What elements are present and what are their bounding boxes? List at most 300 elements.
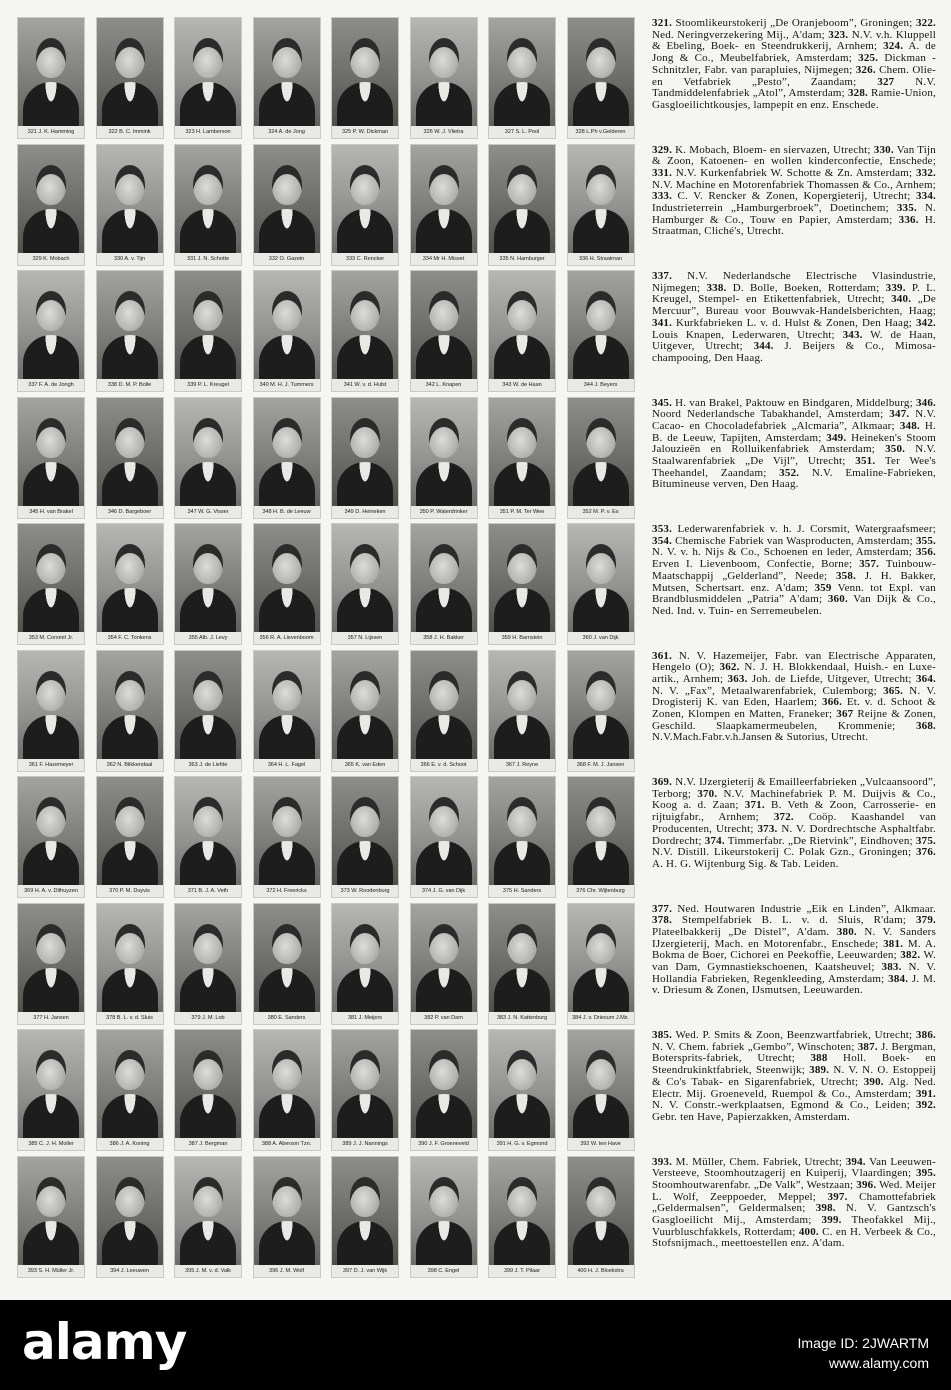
entry-number: 330. — [873, 143, 894, 156]
portrait-card — [18, 777, 84, 897]
portrait-photo — [175, 18, 241, 126]
entry-text: N. V. Drogisterij K. van Eden, Haarlem; — [652, 684, 937, 709]
portrait-card — [489, 1030, 555, 1150]
entry-number: 341. — [652, 316, 673, 329]
portrait-caption: 388 A. Aberson Tzn. — [261, 1141, 312, 1147]
portrait-card — [18, 904, 84, 1024]
entry-text: Reijne & Zonen, Geschild. Slaapkamermeubelen, Krommenie; — [652, 708, 936, 732]
portrait-caption: 338 D. M. P. Bolle — [107, 382, 152, 388]
entry-text: Venn. tot Expl. van Brandblusmiddelen „Patria” A'dam; — [652, 581, 936, 606]
portrait-caption: 398 C. Engel — [427, 1267, 460, 1274]
portrait-caption: 341 W. v. d. Hulst — [343, 382, 387, 388]
company-list-block — [652, 1157, 936, 1284]
portrait-photo — [18, 145, 84, 253]
entry-number: 324. — [883, 40, 904, 53]
portrait-photo — [332, 271, 398, 379]
entry-number: 367 — [836, 708, 854, 721]
portrait-photo — [568, 524, 634, 632]
entry-number: 383. — [881, 961, 902, 974]
company-list-block — [652, 145, 936, 272]
portrait-caption: 347 W. G. Visser — [187, 508, 229, 515]
portrait-card — [411, 524, 477, 644]
entry-text: N.V. Kurkenfabriek W. Schotte & Zn. Amsterdam; — [675, 166, 913, 179]
portrait-card — [332, 1157, 398, 1277]
entry-text: K. Mobach, Bloem- en siervazen, Utrecht; — [675, 143, 871, 156]
portrait-photo — [411, 651, 477, 759]
portrait-photo — [254, 1157, 320, 1265]
watermark-band — [0, 1300, 951, 1390]
entry-number: 381. — [883, 937, 904, 950]
portrait-photo — [254, 904, 320, 1012]
entry-text: N. V. „Fax”, Metaalwarenfabriek, Culemborg; — [652, 684, 877, 697]
portrait-photo — [175, 524, 241, 632]
entry-text: N. V. v. h. Nijs & Co., Schoenen en leder, Amsterdam; — [652, 546, 912, 559]
portrait-card — [568, 18, 634, 138]
portrait-photo — [254, 777, 320, 885]
portrait-photo — [568, 777, 634, 885]
portrait-caption: 358 J. H. Bakker — [423, 635, 464, 641]
entry-number: 395. — [915, 1167, 937, 1180]
entry-text: N.V.Mach.Fabr.v.h.Jansen & Sutorius, Utrecht. — [652, 731, 869, 744]
portrait-photo — [332, 18, 398, 126]
portrait-photo — [568, 1030, 634, 1138]
entry-text: Holl. Boek- en Steendrukinktfabriek, Steenwijk; — [652, 1052, 936, 1077]
portrait-caption: 323 H. Lamberson — [185, 129, 231, 135]
portrait-caption: 322 B. C. Immink — [108, 129, 151, 135]
portrait-caption: 365 K. van Eden — [344, 761, 386, 768]
entry-text: Ned. Houtwaren Industrie „Eik en Linden”, Alkmaar. — [677, 902, 936, 915]
portrait-photo — [254, 524, 320, 632]
portrait-card — [254, 271, 320, 391]
portrait-photo — [489, 145, 555, 253]
portrait-caption: 339 P. L. Kreugel — [187, 382, 229, 388]
entry-text: N.V. Distill. Likeurstokerij C. Polak Gzn., Groningen; — [652, 846, 912, 859]
portrait-card — [18, 271, 84, 391]
portrait-caption: 391 H. G. v. Egmond — [496, 1141, 548, 1147]
portrait-card — [568, 524, 634, 644]
portrait-photo — [175, 271, 241, 379]
portrait-caption: 351 P. M. Ter Wee — [499, 508, 545, 515]
entry-number: 377. — [652, 902, 673, 915]
portrait-card — [175, 777, 241, 897]
entry-text: N. V. Sanders IJzergieterij, Mach. en Motorenfabr., Enschede; — [652, 925, 937, 950]
entry-number: 359 — [814, 581, 832, 594]
portrait-caption: 354 F. C. Tonkens — [107, 635, 152, 641]
portrait-caption: 346 D. Bargeboer — [107, 508, 152, 515]
portrait-photo — [411, 1157, 477, 1265]
portrait-card — [254, 524, 320, 644]
entry-text: Ramie-Union, Gasgloeilichtkousjes, lampepit en enz. Enschede. — [652, 87, 937, 111]
portrait-card — [568, 904, 634, 1024]
entry-text: N.V. Cacao- en Chocoladefabriek „Alcmaria”, Alkmaar; — [652, 408, 937, 432]
portrait-caption: 350 P. Waterdrinker — [419, 508, 468, 515]
portrait-card — [175, 271, 241, 391]
portrait-caption: 392 W. ten Have — [580, 1141, 621, 1147]
entry-text: N. V. Constr.-werkplaatsen, Egmond & Co., Leiden; — [652, 1099, 910, 1112]
entry-text: N.V. v.h. Kluppell & Ebeling, Boek- en Steendrukkerij, Arnhem; — [652, 28, 936, 53]
portrait-caption: 400 H. J. Bloekstra — [577, 1267, 624, 1274]
entry-text: H. van Brakel, Paktouw en Bindgaren, Middelburg; — [675, 396, 913, 409]
watermark-url: www.alamy.com — [828, 1355, 929, 1371]
portrait-photo — [175, 1030, 241, 1138]
portrait-caption: 373 W. Roodenburg — [340, 888, 390, 894]
portrait-caption: 381 J. Meijers — [347, 1014, 383, 1021]
portrait-caption: 379 J. M. Lob — [191, 1014, 225, 1021]
company-list-block — [652, 904, 936, 1031]
entry-text: N. V. N. O. Estoppeij & Co's Tabak- en Sigarenfabriek, Utrecht; — [652, 1064, 936, 1088]
portrait-card — [254, 1157, 320, 1277]
portrait-card — [411, 904, 477, 1024]
portrait-caption: 386 J. A. Koning — [109, 1141, 150, 1147]
portrait-photo — [489, 524, 555, 632]
entry-text: H. B. de Leeuw, Tapijten, Amsterdam; — [652, 419, 937, 444]
entry-text: Stempelfabriek B. L. v. d. Sluis, R'dam; — [681, 914, 907, 927]
portrait-card — [411, 1030, 477, 1150]
portrait-card — [97, 398, 163, 518]
portrait-caption: 394 J. Leeuwen — [110, 1267, 149, 1274]
portrait-photo — [97, 1157, 163, 1265]
portrait-photo — [489, 18, 555, 126]
portrait-photo — [411, 145, 477, 253]
entry-number: 327 — [877, 75, 895, 88]
portrait-card — [411, 1157, 477, 1277]
portrait-photo — [18, 904, 84, 1012]
portrait-card — [175, 398, 241, 518]
portrait-caption: 336 H. Straatman — [578, 255, 623, 262]
portrait-card — [332, 271, 398, 391]
entry-text: Louis Knapen, Lederwaren, Utrecht; — [652, 328, 835, 341]
entry-number: 326. — [855, 63, 876, 76]
portrait-caption: 376 Chr. Wijtenburg — [576, 888, 625, 894]
entry-number: 340. — [891, 293, 912, 306]
entry-number: 362. — [719, 661, 740, 674]
portrait-card — [254, 145, 320, 265]
portrait-photo — [97, 398, 163, 506]
entry-text: J. H. Bakker, Mutsen, Schertsart. enz. A'dam; — [652, 569, 936, 594]
entry-text: Chem. Olie- en Vetfabriek „Pesto”, Zaandam; — [652, 63, 937, 88]
portrait-caption: 359 H. Barnstein — [501, 635, 543, 641]
portrait-photo — [568, 651, 634, 759]
entry-text: Noord Nederlandsche Tabakhandel, Amsterdam; — [652, 408, 884, 421]
portrait-photo — [489, 777, 555, 885]
entry-number: 382. — [900, 949, 921, 962]
entry-number: 363. — [727, 672, 748, 685]
portrait-card — [489, 904, 555, 1024]
entry-text: Ned. Neringverzekering Mij., A'dam; — [652, 28, 825, 41]
portrait-caption: 370 P. M. Duyvis — [109, 888, 150, 894]
entry-number: 387. — [857, 1040, 878, 1053]
portrait-card — [175, 524, 241, 644]
entry-text: Chamottefabriek „Geldermalsen”, Geldermalsen; — [652, 1190, 936, 1215]
portrait-card — [254, 904, 320, 1024]
portrait-card — [175, 1030, 241, 1150]
portrait-photo — [332, 1157, 398, 1265]
entry-number: 373. — [757, 822, 778, 835]
entry-number: 350. — [885, 443, 906, 456]
portrait-photo — [411, 1030, 477, 1138]
portrait-caption: 344 J. Beyers — [583, 382, 618, 388]
portrait-card — [411, 271, 477, 391]
portrait-card — [97, 1157, 163, 1277]
portrait-caption: 349 D. Heineken — [344, 508, 386, 515]
entry-number: 376. — [915, 846, 937, 859]
entry-number: 348. — [899, 419, 920, 432]
entry-text: A. H. G. Wijtenburg Sig. & Tab. Leiden. — [652, 857, 839, 870]
portrait-caption: 326 W. J. Vlietra — [423, 129, 464, 135]
entry-number: 347. — [889, 408, 910, 421]
portrait-caption: 396 J. M. Wolf — [269, 1267, 304, 1274]
portrait-caption: 362 N. Blikkendaal — [106, 761, 153, 768]
entry-number: 400. — [798, 1225, 819, 1238]
portrait-photo — [97, 18, 163, 126]
entry-text: N. J. H. Blokkendaal, Huish.- en Luxe-artik., Arnhem; — [652, 661, 937, 685]
entry-text: N. V. Chem. fabriek „Gembo”, Winschoten; — [652, 1040, 855, 1053]
portrait-card — [97, 145, 163, 265]
portrait-photo — [332, 777, 398, 885]
portrait-photo — [97, 777, 163, 885]
entry-text: A. de Jong & Co., Meubelfabriek, Amsterdam; — [652, 40, 937, 65]
portrait-photo — [97, 651, 163, 759]
entry-number: 352. — [779, 466, 800, 479]
portrait-photo — [568, 145, 634, 253]
entry-number: 384. — [888, 972, 909, 985]
portrait-caption: 382 P. van Dam — [424, 1014, 463, 1021]
portrait-caption: 383 J. N. Kattenburg — [496, 1014, 548, 1021]
entry-number: 368. — [915, 719, 936, 732]
portrait-photo — [254, 398, 320, 506]
portrait-photo — [411, 271, 477, 379]
portrait-card — [411, 18, 477, 138]
portrait-card — [411, 398, 477, 518]
portrait-caption: 348 H. B. de Leeuw — [262, 508, 311, 515]
portrait-photo — [489, 398, 555, 506]
entry-number: 360. — [827, 593, 848, 606]
portrait-photo — [254, 271, 320, 379]
portrait-photo — [568, 398, 634, 506]
portrait-caption: 352 M. P. v. Es — [582, 508, 619, 515]
portrait-card — [568, 1030, 634, 1150]
portrait-card — [175, 145, 241, 265]
portrait-card — [18, 1157, 84, 1277]
portrait-caption: 369 H. A. v. Dithuyzen — [24, 888, 78, 894]
entry-number: 321. — [652, 17, 673, 29]
portrait-photo — [175, 651, 241, 759]
portrait-photo — [18, 1157, 84, 1265]
portrait-photo — [175, 398, 241, 506]
portrait-caption: 389 J. J. Nannings — [342, 1141, 388, 1147]
entry-number: 398. — [815, 1202, 836, 1215]
entry-number: 335. — [896, 202, 917, 215]
portrait-caption: 327 S. L. Pool — [504, 129, 540, 135]
portrait-photo — [489, 651, 555, 759]
entry-text: Ter Wee's Theehandel, Zaandam; — [652, 455, 936, 479]
portrait-card — [489, 651, 555, 771]
entry-number: 393. — [652, 1155, 673, 1168]
entry-text: Stoomlikeurstokerij „De Oranjeboom”, Groningen; — [675, 17, 913, 29]
portrait-caption: 343 W. de Haan — [502, 382, 542, 388]
portrait-photo — [568, 271, 634, 379]
portrait-card — [489, 1157, 555, 1277]
entry-text: N. V. Hollandia Fabrieken, Regenkleeding, Amsterdam; — [652, 961, 936, 985]
portrait-card — [489, 398, 555, 518]
entry-text: Coöp. Kaashandel van Producenten, Utrecht; — [652, 811, 937, 835]
entry-number: 370. — [697, 787, 718, 800]
portrait-card — [254, 18, 320, 138]
company-list-block — [652, 1030, 936, 1157]
portrait-card — [254, 398, 320, 518]
portrait-caption: 357 N. Lijssen — [347, 635, 383, 641]
entry-text: N.V. Tandmiddelenfabriek „Atol”, Amsterdam; — [652, 75, 937, 100]
portrait-photo — [568, 18, 634, 126]
alamy-logo: alamy — [22, 1313, 187, 1371]
entry-number: 371. — [744, 799, 765, 812]
entry-number: 389. — [809, 1064, 830, 1077]
portrait-card — [332, 1030, 398, 1150]
entry-text: N.V. Machine en Motorenfabriek Thomassen & Co., Arnhem; — [652, 178, 936, 191]
entry-number: 342. — [915, 316, 936, 329]
portrait-card — [175, 904, 241, 1024]
portrait-caption: 332 O. Gazein — [268, 255, 305, 262]
entry-number: 399. — [821, 1214, 842, 1227]
entry-number: 351. — [855, 455, 876, 468]
portrait-photo — [254, 145, 320, 253]
portrait-caption: 325 P. W. Dickman — [342, 129, 388, 135]
company-list-block — [652, 777, 936, 904]
portrait-photo — [18, 271, 84, 379]
entry-number: 366. — [822, 696, 843, 709]
portrait-caption: 368 F. M. J. Jansen — [576, 761, 625, 768]
portrait-caption: 367 J. Reyne — [505, 761, 539, 768]
entry-text: Van Leeuwen-Versteeve, Stoomhoutzagerij en Kuiperij, Vlaardingen; — [652, 1155, 936, 1180]
entry-text: Gebr. ten Have, Papierzakken, Amsterdam. — [652, 1110, 850, 1123]
portrait-photo — [175, 777, 241, 885]
portrait-caption: 345 H. van Brakel — [29, 508, 73, 515]
portrait-grid — [18, 18, 634, 1277]
portrait-photo — [97, 904, 163, 1012]
portrait-photo — [568, 1157, 634, 1265]
portrait-card — [97, 777, 163, 897]
portrait-card — [332, 524, 398, 644]
portrait-photo — [332, 145, 398, 253]
portrait-photo — [332, 398, 398, 506]
entry-number: 394. — [845, 1155, 866, 1168]
portrait-card — [489, 524, 555, 644]
entry-text: Industrieterrein „Hamburgerbroek”, Doetinchem; — [652, 202, 889, 215]
entry-number: 378. — [652, 914, 673, 927]
portrait-photo — [18, 524, 84, 632]
portrait-photo — [97, 1030, 163, 1138]
entry-number: 354. — [652, 534, 673, 547]
portrait-card — [97, 271, 163, 391]
entry-number: 355. — [915, 534, 937, 547]
portrait-card — [18, 1030, 84, 1150]
portrait-caption: 364 H. L. Fagel — [267, 761, 306, 768]
entry-text: J. Beijers & Co., Mimosa-champooing, Den Haag. — [652, 340, 936, 364]
entry-number: 358. — [835, 569, 857, 582]
portrait-card — [97, 651, 163, 771]
portrait-caption: 361 F. Hazemeyer — [28, 761, 74, 768]
portrait-photo — [18, 1030, 84, 1138]
entry-text: J. Bergman, Botersprits-fabriek, Utrecht; — [652, 1040, 936, 1065]
entry-text: W. de Haan, Uitgever, Utrecht; — [652, 328, 936, 353]
portrait-card — [568, 271, 634, 391]
portrait-caption: 374 J. G. van Dijk — [421, 888, 466, 894]
company-list-block — [652, 398, 936, 525]
portrait-photo — [175, 145, 241, 253]
entry-text: Theofakkel Mij., Vuurbluschfakkels, Rotterdam; — [652, 1214, 936, 1238]
portrait-caption: 395 J. M. v. d. Valk — [185, 1267, 231, 1274]
portrait-card — [489, 18, 555, 138]
portrait-photo — [18, 18, 84, 126]
portrait-photo — [254, 1030, 320, 1138]
portrait-caption: 342 L. Knapen — [425, 382, 462, 388]
entry-number: 380. — [836, 925, 857, 938]
entry-text: Van Dijk & Co., Ned. Ind. v. Tuin- en Serremeubelen. — [652, 593, 936, 617]
portrait-caption: 366 E. v. d. Schoot — [420, 761, 467, 768]
portrait-photo — [411, 18, 477, 126]
portrait-photo — [97, 524, 163, 632]
entry-text: B. Veth & Zoon, Carrosserie- en rijtuigfabr., Arnhem; — [652, 799, 936, 824]
entry-text: Lederwarenfabriek v. h. J. Corsmit, Watergraafsmeer; — [677, 523, 936, 535]
entry-number: 369. — [652, 776, 673, 788]
entry-text: Kurkfabrieken L. v. d. Hulst & Zonen, Den Haag; — [675, 316, 913, 329]
entry-number: 385. — [652, 1029, 673, 1041]
entry-text: N.V. Nederlandsche Electrische Vlasindustrie, Nijmegen; — [652, 270, 937, 294]
portrait-card — [18, 18, 84, 138]
portrait-photo — [332, 1030, 398, 1138]
portrait-caption: 329 K. Mobach — [32, 255, 70, 262]
entry-text: D. Bolle, Boeken, Rotterdam; — [732, 281, 880, 294]
portrait-card — [254, 1030, 320, 1150]
entry-number: 353. — [652, 523, 673, 535]
company-list-block — [652, 271, 936, 398]
portrait-card — [97, 1030, 163, 1150]
entry-number: 365. — [883, 684, 904, 697]
portrait-caption: 363 J. de Liefde — [188, 761, 228, 768]
portrait-photo — [175, 904, 241, 1012]
portrait-caption: 372 H. Freericks — [266, 888, 307, 894]
portrait-photo — [18, 651, 84, 759]
entry-number: 379. — [915, 914, 936, 927]
portrait-card — [332, 904, 398, 1024]
portrait-card — [489, 271, 555, 391]
portrait-photo — [489, 1030, 555, 1138]
entry-number: 331. — [652, 166, 673, 179]
portrait-photo — [175, 1157, 241, 1265]
portrait-card — [489, 145, 555, 265]
entry-number: 334. — [915, 190, 937, 203]
portrait-photo — [332, 904, 398, 1012]
entry-text: „De Mercuur”, Bureau voor Bouwvak-Handelsberichten, Haag; — [652, 293, 936, 318]
portrait-card — [568, 651, 634, 771]
portrait-card — [18, 398, 84, 518]
portrait-card — [332, 651, 398, 771]
entry-number: 397. — [827, 1190, 848, 1203]
entry-text: Wed. Meijer L. Wolf, Zeeppoeder, Meppel; — [652, 1178, 937, 1203]
entry-number: 349. — [826, 431, 847, 444]
portrait-caption: 375 H. Sanders — [502, 888, 542, 894]
entry-number: 332. — [915, 166, 937, 179]
entry-text: C. V. Rencker & Zonen, Kopergieterij, Utrecht; — [677, 190, 911, 203]
portrait-photo — [18, 777, 84, 885]
entry-text: Erven I. Lievenboom, Confectie, Borne; — [652, 558, 853, 571]
portrait-photo — [254, 18, 320, 126]
portrait-card — [175, 18, 241, 138]
portrait-caption: 328 L.Ph v.Gelderen — [575, 129, 626, 135]
portrait-caption: 356 R. A. Lievenboom — [259, 635, 314, 641]
entry-text: Alg. Ned. Electr. Mij. Groeneveld, Ruempol & Co., Amsterdam; — [652, 1075, 937, 1100]
portrait-caption: 331 J. N. Schotte — [186, 255, 230, 262]
